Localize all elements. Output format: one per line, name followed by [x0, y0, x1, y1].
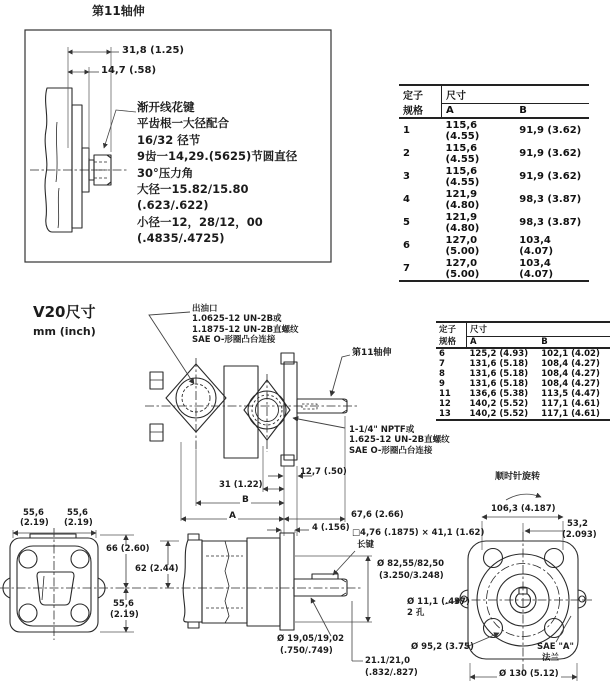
shaft-dia-1: Ø 19,05/19,02: [277, 634, 345, 644]
cell-b: 108,4 (4.27): [541, 379, 600, 389]
shaft-detail-title: 第11轴伸: [92, 4, 145, 18]
cell-a: 115,6 (4.55): [445, 142, 480, 165]
key-height-1: 21.1/21,0: [365, 656, 411, 666]
rotation-label: 顺时针旋转: [495, 472, 541, 482]
pump-rear-view: [3, 528, 105, 640]
stator-table-top: [399, 84, 589, 282]
cell-b: 91,9 (3.62): [519, 171, 582, 182]
outlet-note-line: SAE O-形圈凸台连接: [192, 334, 276, 345]
cell-spec: 1: [403, 125, 410, 136]
cell-spec: 7: [403, 263, 410, 274]
cell-b: 91,9 (3.62): [519, 148, 582, 159]
cell-spec: 8: [439, 369, 445, 379]
cell-spec: 5: [403, 217, 410, 228]
cell-spec: 4: [403, 194, 410, 205]
cell-spec: 13: [439, 409, 451, 419]
width-55-right-2: (2.19): [64, 518, 93, 528]
spline-note-line: 30°压力角: [137, 165, 194, 180]
col-header-a: A: [470, 336, 477, 347]
spline-note-line: 大径一15.82/15.80: [137, 182, 249, 197]
cell-a: 121,9 (4.80): [445, 211, 480, 234]
cell-spec: 3: [403, 171, 410, 182]
v20-units: mm (inch): [33, 325, 96, 338]
cell-a: 127,0 (5.00): [445, 257, 480, 280]
cell-spec: 11: [439, 389, 451, 399]
dim-4: 4 (.156): [312, 523, 350, 533]
cell-b: 91,9 (3.62): [519, 125, 582, 136]
col-header-size: 尺寸: [442, 85, 590, 104]
outlet-note-line: 出油口: [192, 304, 218, 314]
table-row: [399, 257, 589, 281]
col-header-a: A: [446, 105, 454, 117]
cell-a: 131,6 (5.18): [469, 369, 529, 379]
spline-note-line: 平齿根一大径配合: [137, 116, 229, 131]
mount-dia: Ø 130 (5.12): [499, 669, 559, 679]
cell-a: 115,6 (4.55): [445, 165, 480, 188]
shaft-dia-2: (.750/.749): [280, 646, 333, 656]
table-row: [399, 211, 589, 234]
width-55-left-1: 55,6: [23, 508, 44, 518]
table-row: [399, 234, 589, 257]
cell-a: 125,2 (4.93): [469, 349, 529, 359]
key-label: 长键: [357, 540, 375, 550]
spline-note-line: (.4835/.4725): [137, 231, 225, 246]
table-row: [399, 118, 589, 142]
shaft-ext-callout: 第11轴伸: [352, 348, 392, 358]
height-55-2: (2.19): [110, 610, 139, 620]
width-55-right-1: 55,6: [67, 508, 88, 518]
dim-A: A: [229, 511, 236, 521]
outlet-port-note: [192, 304, 299, 345]
width-55-left-2: (2.19): [20, 518, 49, 528]
cell-b: 102,1 (4.02): [541, 349, 600, 359]
cell-a: 131,6 (5.18): [469, 379, 529, 389]
spline-note-line: 9齿一14,29.(5625)节圆直径: [137, 149, 298, 164]
table-row: [436, 369, 610, 379]
dim-106-3: 106,3 (4.187): [491, 504, 556, 514]
cell-b: 117,1 (4.61): [541, 409, 600, 419]
side-view-dims: [295, 551, 372, 661]
spline-note-line: (.623/.622): [137, 198, 209, 213]
spline-note-line: 小径一12，28/12，00: [137, 214, 263, 229]
table-row: [399, 188, 589, 211]
shaft-detail-drawing: [30, 88, 127, 232]
cell-a: 115,6 (4.55): [445, 119, 480, 142]
cell-a: 131,6 (5.18): [469, 359, 529, 369]
outlet-note-line: 1.1875-12 UN-2B直螺纹: [192, 324, 299, 335]
table-row: [399, 165, 589, 188]
cell-b: 108,4 (4.27): [541, 359, 600, 369]
cell-spec: 6: [403, 240, 410, 251]
cell-b: 98,3 (3.87): [519, 194, 582, 205]
pump-side-view: [183, 533, 347, 630]
height-62: 62 (2.44): [135, 564, 179, 574]
cell-spec: 6: [439, 349, 445, 359]
hole-dia-1: Ø 11,1 (.437): [407, 597, 470, 607]
stator-table-top-body: [399, 118, 589, 281]
cell-spec: 12: [439, 399, 451, 409]
cell-spec: 2: [403, 148, 410, 159]
table-row: [436, 379, 610, 389]
table-row: [436, 348, 610, 359]
cell-a: 127,0 (5.00): [445, 234, 480, 257]
dim-53-2-2: (2.093): [562, 530, 597, 540]
col-header-b: B: [541, 336, 548, 347]
inlet-note-line: 1-1/4" NPTF或: [349, 425, 415, 435]
dim-31-8: 31,8 (1.25): [122, 45, 184, 56]
flange-label-2: 法兰: [542, 653, 560, 663]
height-66: 66 (2.60): [106, 544, 150, 554]
dim-14-7: 14,7 (.58): [101, 65, 157, 76]
cell-a: 140,2 (5.52): [469, 399, 529, 409]
stator-table-v20: [436, 321, 610, 421]
table-row: [436, 399, 610, 409]
bolt-circle-dia: Ø 95,2 (3.75): [411, 642, 474, 652]
pump-top-view: [145, 353, 357, 466]
shaft-detail-dims: [68, 47, 136, 158]
key-spec: □4,76 (.1875) × 41,1 (1.62): [352, 528, 485, 538]
cell-spec: 9: [439, 379, 445, 389]
cell-a: 136,6 (5.38): [469, 389, 529, 399]
flange-label-1: SAE "A": [537, 642, 574, 652]
table-row: [436, 389, 610, 399]
spline-note: [137, 99, 297, 247]
dim-67-6: 67,6 (2.66): [351, 510, 404, 520]
v20-title: V20尺寸: [33, 303, 96, 321]
dim-B: B: [242, 495, 249, 505]
height-55-1: 55,6: [113, 599, 134, 609]
inlet-note-line: SAE O-形圈凸台连接: [349, 445, 433, 456]
cell-spec: 7: [439, 359, 445, 369]
table-row: [436, 409, 610, 420]
cell-a: 121,9 (4.80): [445, 188, 480, 211]
table-row: [399, 142, 589, 165]
cell-b: 117,1 (4.61): [541, 399, 600, 409]
dim-12-7: 12,7 (.50): [300, 467, 347, 477]
col-header-size: 尺寸: [467, 322, 611, 336]
pilot-dia-2: (3.250/3.248): [379, 571, 444, 581]
cell-b: 108,4 (4.27): [541, 369, 600, 379]
table-row: [436, 359, 610, 369]
cell-b: 98,3 (3.87): [519, 217, 582, 228]
dim-31: 31 (1.22): [219, 480, 263, 490]
cell-b: 103,4 (4.07): [519, 234, 554, 257]
inlet-note-line: 1.625-12 UN-2B直螺纹: [349, 435, 450, 446]
col-header-spec: 定子 规格: [399, 85, 442, 118]
hole-dia-2: 2 孔: [407, 608, 425, 618]
key-height-2: (.832/.827): [365, 668, 418, 678]
col-header-b: B: [519, 105, 527, 117]
dim-53-2-1: 53,2: [567, 519, 588, 529]
inlet-port-note: [349, 425, 450, 456]
cell-b: 103,4 (4.07): [519, 257, 554, 280]
spline-note-line: 渐开线花键: [137, 100, 195, 114]
cell-a: 140,2 (5.52): [469, 409, 529, 419]
cell-b: 113,5 (4.47): [541, 389, 600, 399]
spline-note-line: 16/32 径节: [137, 132, 201, 147]
pilot-dia-1: Ø 82,55/82,50: [377, 559, 445, 569]
stator-table-v20-body: [436, 348, 610, 420]
outlet-note-line: 1.0625-12 UN-2B或: [192, 314, 282, 325]
col-header-spec: 定子 规格: [436, 322, 467, 348]
